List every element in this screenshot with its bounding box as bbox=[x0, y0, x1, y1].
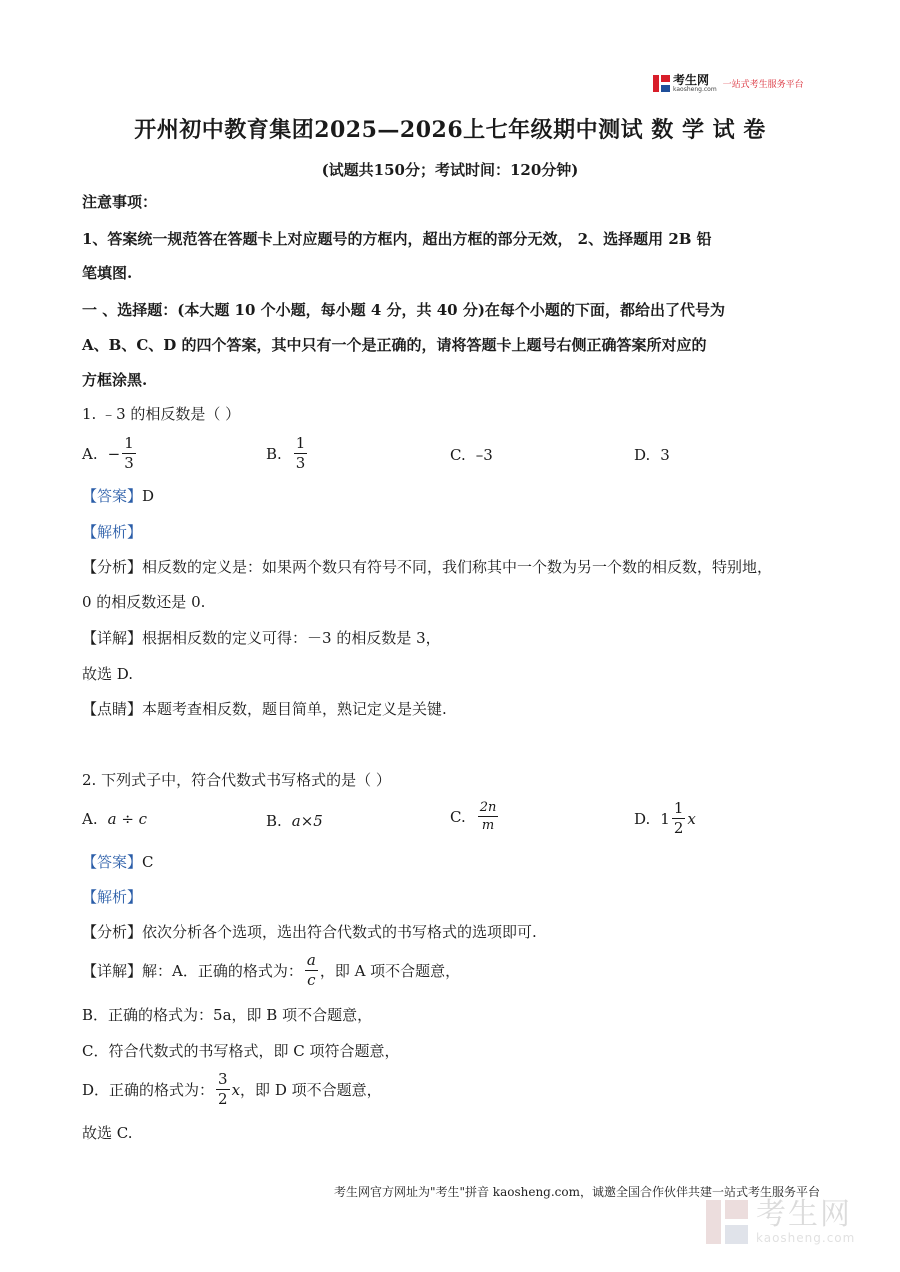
q1-dianjing: 【点睛】本题考查相反数，题目简单，熟记定义是关键. bbox=[82, 700, 447, 718]
q2-conclusion: 故选 C. bbox=[82, 1124, 133, 1142]
fraction: $\frac{1}{2}$ bbox=[673, 799, 684, 837]
q1-analysis-tag: 【解析】 bbox=[82, 523, 143, 541]
q2-option-d: D. 1 $\frac{1}{2}$ x bbox=[634, 799, 696, 837]
q1-fenxi: 【分析】相反数的定义是：如果两个数只有符号不同，我们称其中一个数为另一个数的相反数，特别地， bbox=[82, 558, 773, 576]
q2-option-a: A. a ÷ c bbox=[82, 810, 148, 828]
q2-fenxi: 【分析】依次分析各个选项，选出符合代数式的书写格式的选项即可. bbox=[82, 923, 537, 941]
q1-answer: 【答案】D bbox=[82, 487, 155, 505]
notes-heading: 注意事项： bbox=[82, 193, 158, 211]
notes-line-2: 笔填图. bbox=[82, 264, 133, 282]
q2-analysis-tag: 【解析】 bbox=[82, 888, 143, 906]
watermark bbox=[706, 1197, 856, 1245]
q2-line-b: B．正确的格式为：5a，即 B 项不合题意， bbox=[82, 1006, 373, 1024]
logo-domain: kaosheng.com bbox=[673, 86, 717, 93]
q1-fenxi-cont: 0 的相反数还是 0. bbox=[82, 593, 206, 611]
q1-option-a: A. − $\frac{1}{3}$ bbox=[82, 434, 134, 472]
q2-line-c: C．符合代数式的书写格式，即 C 项符合题意， bbox=[82, 1042, 400, 1060]
q2-option-c: C. $\frac{2n}{m}$ bbox=[450, 800, 497, 833]
watermark-name: 考生网 bbox=[756, 1197, 852, 1232]
fraction: $\frac{3}{2}$ bbox=[218, 1070, 228, 1108]
fraction: $\frac{2n}{m}$ bbox=[479, 800, 497, 833]
q2-stem: 2. 下列式子中，符合代数式书写格式的是（ ） bbox=[82, 771, 391, 789]
kaosheng-watermark-icon bbox=[706, 1200, 748, 1244]
q2-xiangjie: 【详解】 解：A．正确的格式为： $\frac{a}{c}$ ，即 A 项不合题意， bbox=[82, 951, 461, 989]
q1-xiangjie: 【详解】根据相反数的定义可得：－3 的相反数是 3， bbox=[82, 629, 441, 647]
fraction: $\frac{a}{c}$ bbox=[306, 951, 316, 989]
q1-conclusion: 故选 D. bbox=[82, 665, 134, 683]
notes-line-1: 1、答案统一规范答在答题卡上对应题号的方框内，超出方框的部分无效， 2、选择题用 2B 铅 bbox=[82, 230, 712, 248]
q2-answer: 【答案】C bbox=[82, 853, 154, 871]
footer-text: 考生网官方网址为"考生"拼音 kaosheng.com，诚邀全国合作伙伴共建一站式考生服务平台 bbox=[333, 1185, 820, 1199]
q1-option-c: C. –3 bbox=[450, 446, 493, 464]
section1-line-3: 方框涂黑. bbox=[82, 371, 148, 389]
kaosheng-logo-icon bbox=[653, 75, 670, 92]
fraction: $\frac{1}{3}$ bbox=[295, 434, 306, 472]
section1-line-2: A、B、C、D 的四个答案，其中只有一个是正确的，请将答题卡上题号右侧正确答案所对应的 bbox=[82, 336, 707, 354]
q1-option-d: D. 3 bbox=[634, 446, 670, 464]
q1-option-b: B. $\frac{1}{3}$ bbox=[266, 434, 306, 472]
logo-name: 考生网 bbox=[673, 73, 710, 87]
exam-subtitle: (试题共150分；考试时间：120分钟) bbox=[321, 161, 579, 179]
q2-line-d: D．正确的格式为： $\frac{3}{2}$ x ，即 D 项不合题意， bbox=[82, 1070, 382, 1108]
section1-line-1: 一 、选择题：(本大题 10 个小题，每小题 4 分，共 40 分)在每个小题的下面，都给出了代号为 bbox=[82, 301, 725, 319]
header-logo bbox=[653, 74, 804, 93]
watermark-domain: kaosheng.com bbox=[756, 1231, 856, 1245]
q1-stem: 1. ﹣3 的相反数是（ ） bbox=[82, 405, 241, 423]
logo-slogan: 一站式考生服务平台 bbox=[722, 80, 804, 90]
fraction: $\frac{1}{3}$ bbox=[124, 434, 134, 472]
q2-option-b: B. a×5 bbox=[266, 812, 323, 830]
exam-title: 开州初中教育集团2025—2026上七年级期中测试 数 学 试 卷 bbox=[134, 117, 766, 143]
